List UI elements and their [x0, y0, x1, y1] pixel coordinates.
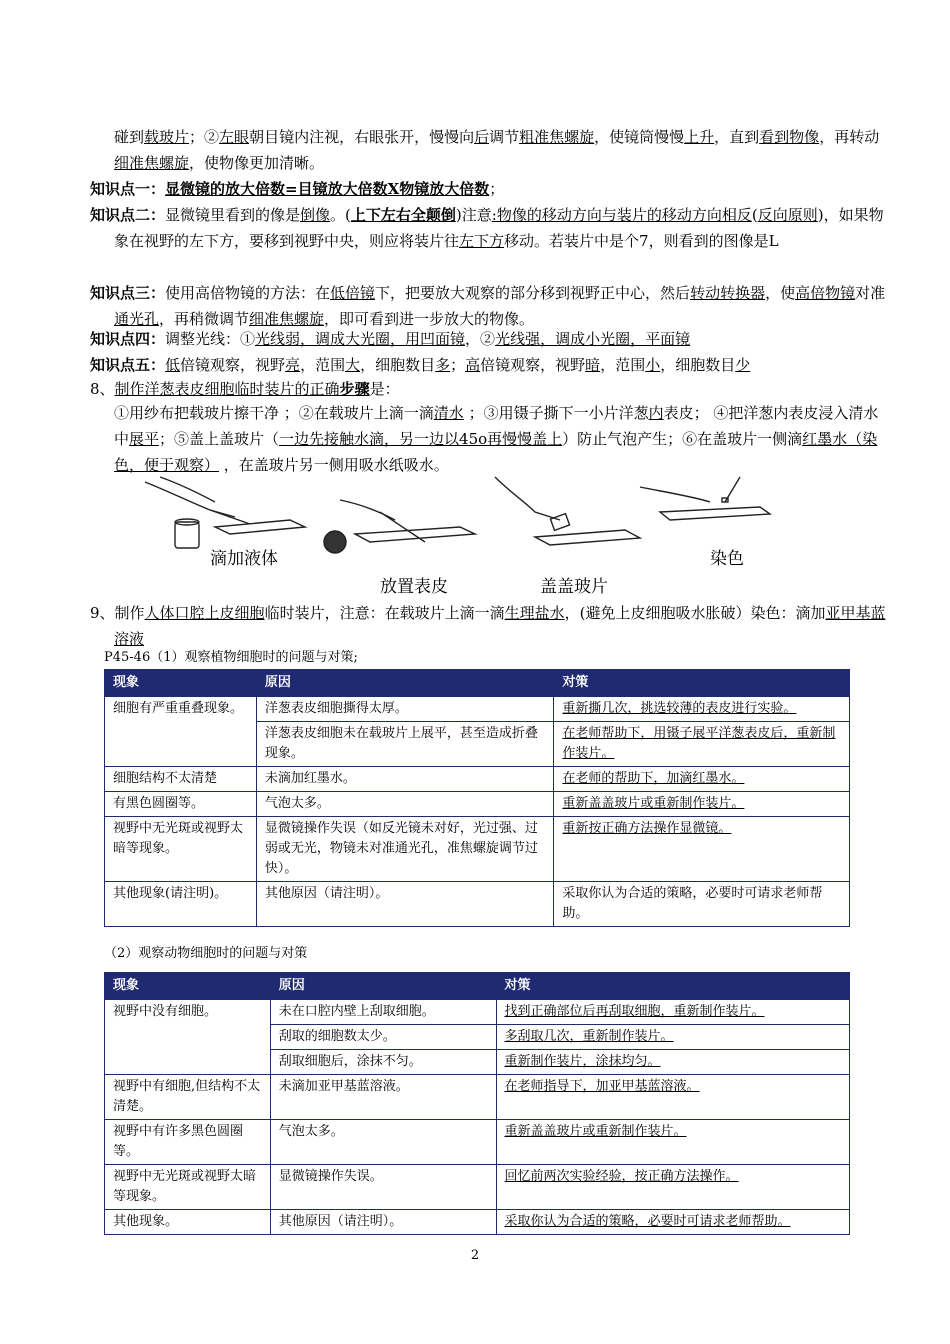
text: 人体口腔上皮细胞 — [144, 604, 265, 622]
text: 生理盐水 — [504, 604, 565, 622]
text: ，细胞数目 — [660, 356, 736, 374]
text: ，使 — [765, 284, 796, 302]
text: 光线强，调成小光圈，平面镜 — [495, 330, 691, 348]
text: 转动转换器 — [690, 284, 766, 302]
item-9 — [90, 600, 889, 652]
header-solution: 对策 — [554, 670, 850, 697]
text: 朝目镜内注视，右眼张开，慢慢向 — [249, 128, 475, 146]
text: 看到物像 — [759, 128, 820, 146]
text: 倒像 — [300, 206, 331, 224]
table1-title: P45-46（1）观察植物细胞时的问题与对策; — [104, 650, 358, 665]
table-row — [105, 697, 850, 722]
text: ；⑤盖上盖玻片（ — [159, 430, 280, 448]
text: 上升 — [684, 128, 715, 146]
table-row — [105, 1165, 850, 1210]
text: ，即可看到进一步放大的物像。 — [324, 310, 535, 328]
text: 显微镜的放大倍数=目镜放大倍数X物镜放大倍数 — [165, 180, 490, 198]
cell-phenomenon: 视野中无光斑或视野太暗等现象。 — [105, 817, 257, 882]
cell-cause: 气泡太多。 — [256, 792, 554, 817]
cell-cause: 其他原因（请注明）。 — [256, 882, 554, 927]
plant-cell-problem-table — [104, 669, 850, 927]
text: ①用纱布把载玻片擦干净 ；②在载玻片上滴一滴 — [114, 404, 434, 422]
solution-text: 重新盖盖玻片或重新制作装片。 — [562, 796, 745, 811]
cell-phenomenon: 细胞有严重重叠现象。 — [105, 697, 257, 767]
text: 表皮； ④把洋葱内表皮浸入清水中 — [114, 404, 879, 448]
table-header-row — [105, 670, 850, 697]
text: 倍镜观察，视野 — [480, 356, 586, 374]
cell-solution — [496, 1120, 850, 1165]
solution-text: 重新制作装片，涂抹均匀。 — [504, 1054, 661, 1069]
text: ，范围 — [300, 356, 346, 374]
text: 上下左右全颠倒 — [350, 206, 456, 224]
text: 暗 — [585, 356, 601, 374]
kp-label: 知识点二： — [90, 206, 166, 224]
text: ，直到 — [714, 128, 760, 146]
cell-cause: 显微镜操作失误（如反光镜未对好，光过强、过弱或无光，物镜未对准通光孔，准焦螺旋调节过快）。 — [256, 817, 554, 882]
cell-solution — [496, 1000, 850, 1025]
slide-preparation-figure — [140, 472, 780, 597]
item-8-heading — [90, 376, 865, 402]
caption-placing-epidermis: 放置表皮 — [380, 577, 448, 597]
caption-covering-coverslip: 盖盖玻片 — [540, 577, 608, 597]
knowledge-point-1 — [90, 176, 865, 202]
solution-text: 采取你认为合适的策略，必要时可请求老师帮助。 — [504, 1214, 791, 1229]
text: 左眼 — [219, 128, 250, 146]
solution-text: 在老师的帮助下，加滴红墨水。 — [562, 771, 745, 786]
text: 载玻片 — [144, 128, 190, 146]
text: 碰到 — [114, 128, 145, 146]
table-row — [105, 1075, 850, 1120]
text: 制作洋葱表皮细胞临时装片的正确 — [114, 380, 340, 398]
knowledge-point-3 — [90, 280, 889, 332]
text: 低倍镜 — [330, 284, 376, 302]
cell-solution — [496, 1025, 850, 1050]
table-row — [105, 792, 850, 817]
cell-cause: 未在口腔内壁上刮取细胞。 — [270, 1000, 496, 1025]
cell-cause: 显微镜操作失误。 — [270, 1165, 496, 1210]
solution-text: 回忆前两次实验经验，按正确方法操作。 — [504, 1169, 739, 1184]
cell-phenomenon: 视野中有细胞,但结构不太清楚。 — [105, 1075, 271, 1120]
knowledge-point-2 — [90, 202, 889, 254]
cell-solution — [554, 722, 850, 767]
kp-label: 知识点三： — [90, 284, 166, 302]
header-solution: 对策 — [496, 973, 850, 1000]
table-row — [105, 882, 850, 927]
cell-solution — [554, 792, 850, 817]
header-cause: 原因 — [256, 670, 554, 697]
cell-cause: 气泡太多。 — [270, 1120, 496, 1165]
text: 使用高倍物镜的方法：在 — [165, 284, 331, 302]
text: 多 — [435, 356, 451, 374]
cell-cause: 未滴加红墨水。 — [256, 767, 554, 792]
solution-text: 重新撕几次，挑选较薄的表皮进行实验。 — [562, 701, 797, 716]
cell-solution — [496, 1050, 850, 1075]
text: 亮 — [285, 356, 301, 374]
cell-solution — [554, 697, 850, 722]
solution-text: 找到正确部位后再刮取细胞，重新制作装片。 — [504, 1004, 765, 1019]
header-cause: 原因 — [270, 973, 496, 1000]
text: 一边先接触水滴，另一边以45o再慢慢盖上 — [279, 430, 563, 448]
text: 。( — [330, 206, 351, 224]
knowledge-point-5 — [90, 352, 865, 378]
text: ；③用镊子撕下一小片洋葱 — [463, 404, 649, 422]
header-phenomenon: 现象 — [105, 973, 271, 1000]
text: 移动。若装片中是个7，则看到的图像是L — [504, 232, 779, 250]
text: 步骤 — [339, 380, 370, 398]
cell-cause: 刮取细胞后，涂抹不匀。 — [270, 1050, 496, 1075]
text: 调节 — [489, 128, 520, 146]
text: ，(避免上皮细胞吸水胀破）染色：滴加 — [564, 604, 826, 622]
text: 是： — [369, 380, 400, 398]
text: :物像的移动方向与装片的移动方向相反 — [491, 206, 752, 224]
animal-cell-problem-table — [104, 972, 850, 1235]
text: ，使镜筒慢慢 — [594, 128, 685, 146]
text: 细准焦螺旋 — [249, 310, 325, 328]
cell-cause: 洋葱表皮细胞撕得太厚。 — [256, 697, 554, 722]
text: ，范围 — [600, 356, 646, 374]
text: 8、 — [90, 380, 115, 398]
text: 反向原则 — [757, 206, 818, 224]
knowledge-point-4 — [90, 326, 865, 352]
table-row — [105, 817, 850, 882]
text: 对准 — [855, 284, 886, 302]
cell-phenomenon: 细胞结构不太清楚 — [105, 767, 257, 792]
text: 内 — [648, 404, 664, 422]
text: 倍镜观察，视野 — [180, 356, 286, 374]
text: 后 — [474, 128, 490, 146]
text: ）防止气泡产生；⑥在盖玻片一侧滴 — [562, 430, 803, 448]
text: 高 — [465, 356, 481, 374]
paragraph-focus-steps — [90, 124, 889, 176]
item-8-steps — [90, 400, 889, 478]
text: ，使物像更加清晰。 — [189, 154, 325, 172]
cell-phenomenon: 其他现象。 — [105, 1210, 271, 1235]
solution-text: 重新按正确方法操作显微镜。 — [562, 821, 732, 836]
text: 细准焦螺旋 — [114, 154, 190, 172]
text: 低 — [165, 356, 181, 374]
solution-text: 在老师帮助下，用镊子展平洋葱表皮后，重新制作装片。 — [562, 726, 836, 761]
cell-phenomenon: 视野中没有细胞。 — [105, 1000, 271, 1075]
cell-phenomenon: 视野中有许多黑色圆圈等。 — [105, 1120, 271, 1165]
cell-phenomenon: 视野中无光斑或视野太暗等现象。 — [105, 1165, 271, 1210]
text: 展平 — [129, 430, 160, 448]
text: ( — [751, 206, 758, 224]
text: ，在盖玻片另一侧用吸水纸吸水。 — [219, 456, 449, 474]
kp-label: 知识点五： — [90, 356, 166, 374]
cell-phenomenon: 其他现象(请注明)。 — [105, 882, 257, 927]
text: ；② — [189, 128, 220, 146]
cell-solution — [496, 1165, 850, 1210]
text: 显微镜里看到的像是 — [165, 206, 301, 224]
text: 亚甲基蓝溶液 — [114, 604, 886, 648]
text: 粗准焦螺旋 — [519, 128, 595, 146]
cell-cause: 未滴加亚甲基蓝溶液。 — [270, 1075, 496, 1120]
text: 高倍物镜 — [795, 284, 856, 302]
text: 小 — [645, 356, 661, 374]
text: 下，把要放大观察的部分移到视野正中心，然后 — [375, 284, 691, 302]
cell-cause: 刮取的细胞数太少。 — [270, 1025, 496, 1050]
solution-text: 在老师指导下，加亚甲基蓝溶液。 — [504, 1079, 700, 1094]
kp-label: 知识点一： — [90, 180, 166, 198]
text: 临时装片，注意：在载玻片上滴一滴 — [264, 604, 505, 622]
text: 清水 — [433, 404, 464, 422]
cell-solution — [554, 767, 850, 792]
text: ； — [489, 180, 505, 198]
slide-preparation-illustration — [140, 472, 780, 592]
cell-cause: 洋葱表皮细胞未在载玻片上展平，甚至造成折叠现象。 — [256, 722, 554, 767]
kp-label: 知识点四： — [90, 330, 166, 348]
text: 大 — [345, 356, 361, 374]
table-row — [105, 1210, 850, 1235]
text: ，再转动 — [819, 128, 880, 146]
text: ； — [450, 356, 466, 374]
page-number: 2 — [470, 1248, 480, 1263]
cell-solution — [496, 1210, 850, 1235]
solution-text: 多刮取几次，重新制作装片。 — [504, 1029, 674, 1044]
text: 少 — [735, 356, 751, 374]
cell-solution — [554, 817, 850, 882]
caption-dropping-liquid: 滴加液体 — [210, 549, 278, 569]
text: 光线弱，调成大光圈，用凹面镜 — [255, 330, 466, 348]
text: 左下方 — [459, 232, 505, 250]
text: 红墨水（染色，便于观察） — [114, 430, 878, 474]
table-row — [105, 767, 850, 792]
text: )，如果物象在视野的左下方，要移到视野中央，则应将装片往 — [114, 206, 884, 250]
cell-solution — [496, 1075, 850, 1120]
solution-text: 重新盖盖玻片或重新制作装片。 — [504, 1124, 687, 1139]
table-header-row — [105, 973, 850, 1000]
table-row — [105, 1120, 850, 1165]
caption-staining: 染色 — [710, 549, 744, 569]
text: ，再稍微调节 — [159, 310, 250, 328]
cell-solution: 采取你认为合适的策略，必要时可请求老师帮助。 — [554, 882, 850, 927]
text: 通光孔 — [114, 310, 160, 328]
cell-phenomenon: 有黑色圆圈等。 — [105, 792, 257, 817]
text: )注意 — [455, 206, 492, 224]
text: ，细胞数目 — [360, 356, 436, 374]
text: 调整光线：① — [165, 330, 256, 348]
table2-title: （2）观察动物细胞时的问题与对策 — [104, 946, 308, 961]
text: 9、制作 — [90, 604, 145, 622]
table-row — [105, 1000, 850, 1025]
header-phenomenon: 现象 — [105, 670, 257, 697]
text: ，② — [465, 330, 496, 348]
cell-cause: 其他原因（请注明）。 — [270, 1210, 496, 1235]
